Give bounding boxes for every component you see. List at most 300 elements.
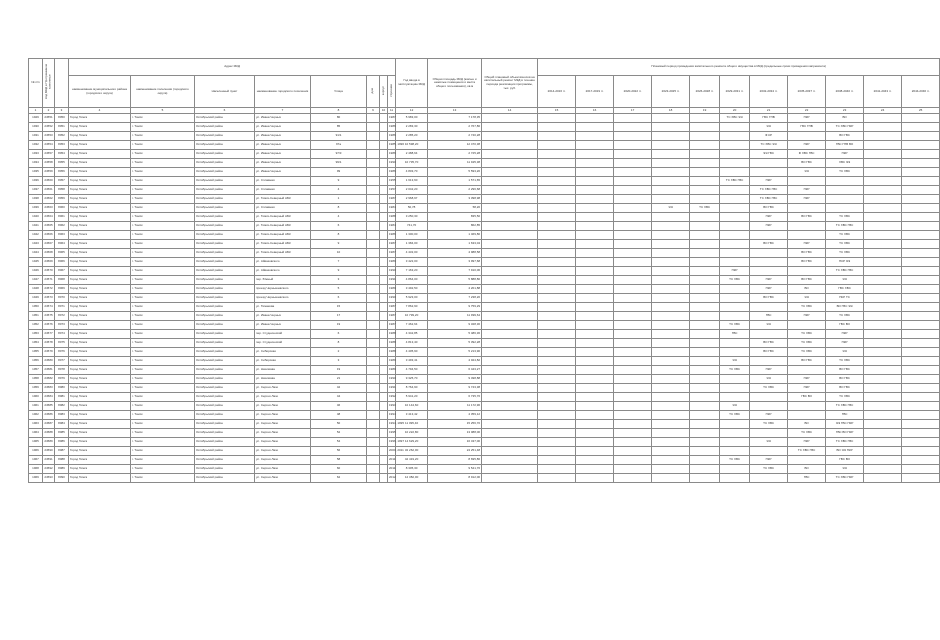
cell-period-3 (614, 330, 652, 339)
col-number-3: 3 (55, 108, 69, 114)
cell-period-3 (614, 177, 652, 186)
cell-no: 1963 (29, 420, 43, 429)
cell-period-1 (538, 132, 576, 141)
cell-house (367, 402, 380, 411)
cell-city-district: ул. Сплавная (255, 204, 311, 213)
cell-stroenie: 1986 (388, 150, 396, 159)
cell-period-5 (690, 267, 720, 276)
cell-empty (902, 384, 940, 393)
cell-stroenie: 1957 (388, 186, 396, 195)
cell-period-5 (690, 258, 720, 267)
cell-period-5 (690, 456, 720, 465)
cell-period-4 (652, 222, 690, 231)
cell-korpus (380, 177, 388, 186)
cell-period-9: ТС ХВС (826, 312, 864, 321)
cell-year: 4 794,50 (396, 366, 428, 375)
cell-period-6 (720, 249, 750, 258)
cell-locality: Октябрьский район (195, 276, 255, 285)
cell-stroenie: 1991 (388, 276, 396, 285)
cell-street: 8 (311, 204, 367, 213)
cell-house (367, 123, 380, 132)
cell-city-district: ул. Сергея Лазо (255, 429, 311, 438)
cell-mkd-id: 24553 (43, 132, 55, 141)
cell-district: Город Томск (69, 339, 131, 348)
cell-settlement: г. Томск (131, 375, 195, 384)
cell-empty (864, 429, 902, 438)
cell-settlement: г. Томск (131, 159, 195, 168)
cell-street: 97/3 (311, 150, 367, 159)
cell-period-9: ХВС ЭЭ (826, 159, 864, 168)
cell-empty (864, 465, 902, 474)
cell-korpus (380, 474, 388, 483)
cell-period-5 (690, 240, 720, 249)
cell-period-4 (652, 456, 690, 465)
cell-period-9: ВО ГВС (826, 384, 864, 393)
cell-empty (864, 231, 902, 240)
table-row (29, 159, 940, 168)
cell-period-1 (538, 411, 576, 420)
cell-city-district: ул. Томск-Северный АБК (255, 231, 311, 240)
cell-korpus (380, 402, 388, 411)
cell-empty (902, 276, 940, 285)
cell-period-8: ТС ХВС (788, 348, 826, 357)
cell-settlement: г. Томск (131, 411, 195, 420)
cell-house (367, 465, 380, 474)
cell-korpus (380, 141, 388, 150)
cell-stroenie: 1988 (388, 330, 396, 339)
table-row (29, 429, 940, 438)
cell-locality: Октябрьский район (195, 330, 255, 339)
cell-period-5 (690, 348, 720, 357)
cell-period-9: ЭЭ ГВС ПКР (826, 420, 864, 429)
cell-korpus (380, 456, 388, 465)
cell-period-1 (538, 249, 576, 258)
cell-street: 50 (311, 420, 367, 429)
cell-period-5 (690, 402, 720, 411)
cell-period-5 (690, 114, 720, 123)
cell-period-7: ВО ГВС (750, 294, 788, 303)
cell-period-4 (652, 213, 690, 222)
cell-mkd-id: 24554 (43, 141, 55, 150)
cell-period-6: ТС ХВС (720, 321, 750, 330)
cell-korpus (380, 267, 388, 276)
cell-district: Город Томск (69, 276, 131, 285)
col-number-4: 4 (69, 108, 131, 114)
cell-korpus (380, 168, 388, 177)
cell-area: 8 695,86 (428, 456, 482, 465)
cell-city-district: проезд Чернышевского (255, 294, 311, 303)
table-body (29, 114, 940, 483)
cell-settlement: г. Томск (131, 393, 195, 402)
cell-area: 5 392,28 (428, 339, 482, 348)
cell-period-9: ВО ГВС ЭЭ (826, 303, 864, 312)
cell-area: 15 256,70 (428, 420, 482, 429)
cell-period-4 (652, 357, 690, 366)
cell-empty (902, 267, 940, 276)
cell-period-1 (538, 141, 576, 150)
cell-city-district: пер. Студенческий (255, 339, 311, 348)
cell-period-1 (538, 312, 576, 321)
cell-area: 1 571,65 (428, 177, 482, 186)
cell-year: 12 382,00 (396, 474, 428, 483)
cell-period-8: ВО (788, 420, 826, 429)
cell-locality: Октябрьский район (195, 474, 255, 483)
cell-year: 10 598,20 (396, 141, 428, 150)
col-header-id: Код МКД в Программном комплексе (43, 59, 55, 108)
table-row (29, 384, 940, 393)
cell-code: 8071 (55, 303, 69, 312)
cell-city-district: ул. Ивана Черных (255, 123, 311, 132)
table-row (29, 411, 940, 420)
cell-cost (482, 276, 538, 285)
cell-empty (864, 168, 902, 177)
cell-period-9: ЭЭ (826, 465, 864, 474)
cell-code: 8078 (55, 366, 69, 375)
cell-period-6 (720, 258, 750, 267)
cell-code: 8064 (55, 240, 69, 249)
cell-house (367, 474, 380, 483)
cell-area: 13 088,00 (428, 429, 482, 438)
cell-settlement: г. Томск (131, 168, 195, 177)
cell-district: Город Томск (69, 258, 131, 267)
cell-empty (864, 393, 902, 402)
cell-district: Город Томск (69, 132, 131, 141)
cell-street: 46 (311, 402, 367, 411)
cell-cost (482, 186, 538, 195)
cell-period-1 (538, 114, 576, 123)
col-number-19: 19 (690, 108, 720, 114)
cell-area: 9 541,76 (428, 465, 482, 474)
cell-stroenie: 1996, 1997 (388, 438, 396, 447)
cell-period-4 (652, 132, 690, 141)
cell-settlement: г. Томск (131, 186, 195, 195)
cell-no: 1962 (29, 411, 43, 420)
cell-period-4 (652, 267, 690, 276)
cell-locality: Октябрьский район (195, 249, 255, 258)
cell-city-district: ул. Сплавная (255, 186, 311, 195)
col-header-address-6: дом (367, 76, 380, 108)
cell-cost (482, 195, 538, 204)
col-number-20: 20 (720, 108, 750, 114)
cell-mkd-id: 24552 (43, 123, 55, 132)
cell-period-3 (614, 438, 652, 447)
cell-year: 3 250,30 (396, 213, 428, 222)
cell-period-4 (652, 141, 690, 150)
cell-period-7 (750, 258, 788, 267)
cell-period-3 (614, 348, 652, 357)
col-number-24: 24 (864, 108, 902, 114)
cell-empty (864, 438, 902, 447)
cell-year: 9 325,70 (396, 375, 428, 384)
cell-street: 1 (311, 195, 367, 204)
cell-settlement: г. Томск (131, 447, 195, 456)
cell-code: 8076 (55, 348, 69, 357)
cell-period-2 (576, 465, 614, 474)
cell-district: Город Томск (69, 447, 131, 456)
col-number-14: 14 (482, 108, 538, 114)
cell-locality: Октябрьский район (195, 348, 255, 357)
cell-empty (864, 276, 902, 285)
cell-stroenie: 1955 (388, 177, 396, 186)
cell-district: Город Томск (69, 465, 131, 474)
cell-house (367, 438, 380, 447)
cell-period-7: ПКР (750, 456, 788, 465)
cell-mkd-id: 24591 (43, 456, 55, 465)
cell-period-2 (576, 339, 614, 348)
cell-period-7: ТС ХВС ГВС (750, 186, 788, 195)
cell-period-3 (614, 312, 652, 321)
cell-period-3 (614, 456, 652, 465)
cell-district: Город Томск (69, 267, 131, 276)
col-header-address-2: наименование поселения (городского округа) (131, 76, 195, 108)
cell-period-1 (538, 303, 576, 312)
cell-period-4 (652, 276, 690, 285)
cell-period-5 (690, 159, 720, 168)
cell-period-7: ГВС (750, 312, 788, 321)
cell-cost (482, 285, 538, 294)
cell-year: 3 493,41 (396, 357, 428, 366)
cell-empty (902, 312, 940, 321)
cell-no: 1943 (29, 240, 43, 249)
cell-year: 10 735,70 (396, 159, 428, 168)
cell-stroenie: 1987 (388, 303, 396, 312)
cell-locality: Октябрьский район (195, 186, 255, 195)
cell-period-3 (614, 249, 652, 258)
cell-district: Город Томск (69, 213, 131, 222)
cell-house (367, 312, 380, 321)
cell-empty (902, 429, 940, 438)
cell-mkd-id: 24574 (43, 303, 55, 312)
col-header-period-6: 2029-2031 гг. (720, 76, 750, 108)
cell-empty (864, 141, 902, 150)
cell-locality: Октябрьский район (195, 456, 255, 465)
cell-period-4 (652, 150, 690, 159)
cell-no: 1964 (29, 429, 43, 438)
cell-street: 4 (311, 213, 367, 222)
cell-no: 1945 (29, 258, 43, 267)
cell-period-2 (576, 429, 614, 438)
cell-mkd-id: 24581 (43, 366, 55, 375)
cell-stroenie: 1990 (388, 267, 396, 276)
cell-cost (482, 294, 538, 303)
cell-period-8: ТС ХВС (788, 303, 826, 312)
col-number-15: 15 (538, 108, 576, 114)
cell-stroenie: 2012 (388, 474, 396, 483)
cell-locality: Октябрьский район (195, 123, 255, 132)
cell-area: 9 498,88 (428, 375, 482, 384)
cell-period-8 (788, 231, 826, 240)
cell-area: 11 925,38 (428, 159, 482, 168)
cell-mkd-id: 24572 (43, 285, 55, 294)
cell-stroenie: 1984 (388, 204, 396, 213)
cell-empty (864, 348, 902, 357)
cell-period-9: ТС ХВС (826, 393, 864, 402)
cell-period-6: ТС ХВС (720, 366, 750, 375)
cell-code: 8069 (55, 285, 69, 294)
cell-street: 97а (311, 141, 367, 150)
cell-period-1 (538, 195, 576, 204)
cell-period-5 (690, 213, 720, 222)
cell-locality: Октябрьский район (195, 177, 255, 186)
cell-period-6 (720, 123, 750, 132)
cell-city-district: ул. Томск-Северный АБК (255, 249, 311, 258)
cell-period-6: ЭЭ (720, 402, 750, 411)
cell-mkd-id: 24560 (43, 177, 55, 186)
cell-period-4: ЭЭ (652, 204, 690, 213)
cell-period-8: ПКР (788, 195, 826, 204)
cell-period-6 (720, 420, 750, 429)
table-row (29, 204, 940, 213)
cell-code: 8073 (55, 321, 69, 330)
cell-period-2 (576, 213, 614, 222)
cell-period-2 (576, 132, 614, 141)
cell-period-3 (614, 141, 652, 150)
cell-period-5 (690, 294, 720, 303)
cell-period-2 (576, 330, 614, 339)
cell-period-7 (750, 474, 788, 483)
cell-city-district: пер. Южный (255, 276, 311, 285)
cell-period-8: ПКР (788, 375, 826, 384)
cell-street: 6 (311, 294, 367, 303)
cell-locality: Октябрьский район (195, 213, 255, 222)
cell-period-1 (538, 393, 576, 402)
cell-house (367, 330, 380, 339)
cell-house (367, 159, 380, 168)
cell-period-4 (652, 366, 690, 375)
col-header-cost: Общий плановый объем взносов на капитальный ремонт МКД в течение периода реализации программы, тыс. руб. (482, 59, 538, 108)
cell-period-5 (690, 141, 720, 150)
cell-district: Город Томск (69, 159, 131, 168)
cell-period-9: ТС ХВС ГВС (826, 438, 864, 447)
cell-cost (482, 429, 538, 438)
table-row (29, 222, 940, 231)
cell-period-5 (690, 411, 720, 420)
cell-area: 9 743,38 (428, 384, 482, 393)
cell-stroenie: 2011 (388, 465, 396, 474)
cell-house (367, 357, 380, 366)
cell-period-2 (576, 366, 614, 375)
col-header-period-4: 2023-2025 гг. (652, 76, 690, 108)
cell-empty (902, 150, 940, 159)
cell-korpus (380, 150, 388, 159)
cell-period-6 (720, 348, 750, 357)
cell-city-district: ул. Сергея Лазо (255, 411, 311, 420)
cell-korpus (380, 276, 388, 285)
cell-period-5 (690, 366, 720, 375)
cell-year: 7 163,20 (396, 267, 428, 276)
cell-stroenie: 1993 (388, 402, 396, 411)
cell-empty (902, 447, 940, 456)
cell-district: Город Томск (69, 222, 131, 231)
cell-no: 1950 (29, 303, 43, 312)
cell-period-1 (538, 321, 576, 330)
cell-period-7: ПКР (750, 285, 788, 294)
cell-year: 3 413,42 (396, 411, 428, 420)
cell-period-1 (538, 375, 576, 384)
cell-house (367, 384, 380, 393)
cell-locality: Октябрьский район (195, 429, 255, 438)
cell-korpus (380, 159, 388, 168)
cell-period-1 (538, 168, 576, 177)
cell-stroenie: 1987 (388, 195, 396, 204)
cell-stroenie: 1990 (388, 375, 396, 384)
cell-period-7: ВО ГВС (750, 204, 788, 213)
cell-empty (864, 186, 902, 195)
cell-city-district: ул. Ивана Черных (255, 159, 311, 168)
cell-cost (482, 465, 538, 474)
cell-area: 4 024,82 (428, 357, 482, 366)
cell-city-district: ул. Сибирская (255, 348, 311, 357)
cell-area: 2 296,68 (428, 186, 482, 195)
cell-period-9: ТС ХВС ПКР (826, 474, 864, 483)
cell-no: 1937 (29, 186, 43, 195)
cell-area: 7 178,35 (428, 114, 482, 123)
cell-cost (482, 123, 538, 132)
cell-stroenie: 1987 (388, 249, 396, 258)
cell-period-9: ГВС (826, 411, 864, 420)
cell-period-8: ГВС ВО (788, 393, 826, 402)
cell-city-district: ул. Ивана Черных (255, 141, 311, 150)
cell-no: 1952 (29, 321, 43, 330)
cell-street: 54 (311, 438, 367, 447)
cell-empty (902, 177, 940, 186)
cell-period-8: ПКР (788, 312, 826, 321)
cell-street: 9 (311, 267, 367, 276)
cell-settlement: г. Томск (131, 303, 195, 312)
table-row (29, 249, 940, 258)
cell-locality: Октябрьский район (195, 339, 255, 348)
table-row (29, 456, 940, 465)
cell-korpus (380, 366, 388, 375)
cell-period-8 (788, 204, 826, 213)
cell-period-5 (690, 168, 720, 177)
cell-district: Город Томск (69, 195, 131, 204)
cell-period-1 (538, 177, 576, 186)
cell-period-9: ТС ХВС (826, 231, 864, 240)
cell-stroenie: 1992 (388, 393, 396, 402)
cell-korpus (380, 186, 388, 195)
cell-period-7 (750, 168, 788, 177)
cell-mkd-id: 24571 (43, 276, 55, 285)
cell-code: 8090 (55, 474, 69, 483)
cell-stroenie: 1985, 1996 (388, 141, 396, 150)
cell-period-5 (690, 465, 720, 474)
table-row (29, 123, 940, 132)
cell-house (367, 375, 380, 384)
cell-empty (902, 474, 940, 483)
cell-city-district: ул. Томск-Северный АБК (255, 195, 311, 204)
cell-period-8: ВО ГВС (788, 357, 826, 366)
cell-year: 11 095,40 (396, 420, 428, 429)
cell-area: 4 201,88 (428, 285, 482, 294)
cell-empty (864, 303, 902, 312)
cell-period-5 (690, 177, 720, 186)
cell-district: Город Томск (69, 321, 131, 330)
cell-house (367, 447, 380, 456)
cell-area: 2 725,28 (428, 150, 482, 159)
cell-street: 85 (311, 123, 367, 132)
cell-year: 10 799,20 (396, 312, 428, 321)
cell-city-district: ул. Ивана Черных (255, 312, 311, 321)
cell-period-5 (690, 420, 720, 429)
cell-no: 1939 (29, 204, 43, 213)
cell-house (367, 150, 380, 159)
cell-period-1 (538, 429, 576, 438)
cell-locality: Октябрьский район (195, 204, 255, 213)
cell-period-6: ПКР (720, 267, 750, 276)
cell-stroenie: 2011 (388, 456, 396, 465)
cell-year: 10 222,80 (396, 429, 428, 438)
